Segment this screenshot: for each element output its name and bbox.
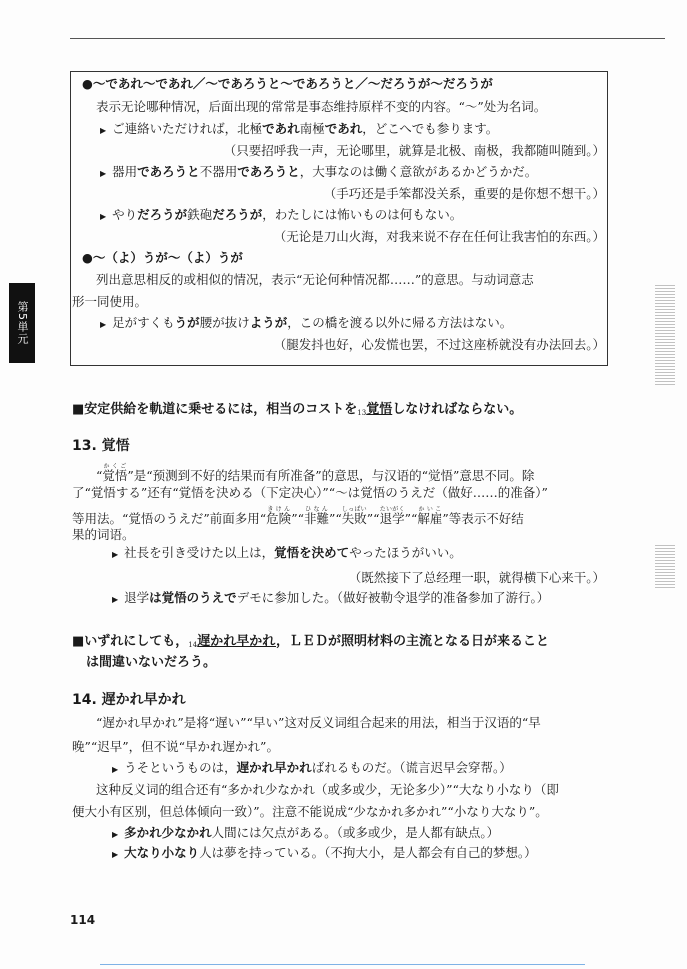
emphasis-text: 遅かれ早かれ	[236, 760, 312, 775]
example-sentence	[100, 206, 462, 226]
ruby-word	[266, 506, 292, 526]
text-segment: ，この橋を渡る以外に帰る方法はない。	[287, 315, 513, 330]
text-segment: うそというものは，	[124, 760, 237, 775]
text-segment: ”“	[404, 511, 418, 526]
example-sentence	[112, 844, 537, 864]
text-segment: 人間には欠点がある。（或多或少，是人都有缺点。）	[211, 825, 500, 840]
text-segment: ”“	[291, 511, 304, 526]
emphasis-text: ■安定供給を軌道に乗せるには，相当のコストを	[72, 402, 358, 417]
bullet-icon: ▶	[112, 765, 119, 774]
unit-tab: 第5単元	[9, 283, 35, 363]
text-segment: 器用	[112, 164, 138, 179]
paragraph	[72, 803, 548, 821]
paragraph	[72, 738, 279, 756]
text-segment: 足がすくも	[112, 315, 175, 330]
bullet-icon: ▶	[100, 320, 107, 329]
text-segment: （既然接下了总经理一职，就得横下心来干。）	[348, 570, 605, 585]
text-segment: デモに参加した。（做好被勒令退学的准备参加了游行。）	[236, 590, 550, 605]
ruby-base: 非難	[303, 511, 329, 526]
text-segment: 了“覚悟する”还有“覚悟を決める（下定决心）”“～は覚悟のうえだ（做好……的准备）”	[72, 485, 548, 500]
text-segment: 社長を引き受けた以上は，	[124, 545, 275, 560]
scan-artifact	[655, 285, 675, 385]
example-translation	[324, 185, 605, 203]
text-segment: やったほうがいい。	[349, 545, 462, 560]
text-segment: やり	[112, 207, 138, 222]
ruby-word	[379, 506, 405, 526]
grammar-description	[96, 98, 546, 116]
example-translation	[274, 228, 605, 246]
emphasis-text: であれ	[262, 121, 300, 136]
furigana: かいこ	[417, 506, 443, 513]
ruby-base: 退学	[379, 511, 405, 526]
example-sentence	[112, 759, 512, 779]
paragraph	[96, 714, 541, 732]
example-translation	[274, 336, 605, 354]
ruby-word	[102, 463, 128, 483]
text-segment: 人は夢を持っている。（不拘大小，是人都会有自己的梦想。）	[199, 845, 537, 860]
text-segment: “	[96, 468, 103, 483]
ruby-base: 危険	[266, 511, 292, 526]
example-translation	[349, 569, 605, 587]
text-segment: ”“	[328, 511, 342, 526]
text-segment: 列出意思相反的或相似的情况，表示“无论何种情况都……”的意思。与动词意志	[96, 272, 534, 287]
emphasis-text: であろうと	[237, 164, 300, 179]
text-segment: 表示无论哪种情况，后面出现的常常是事态维持原样不变的内容。“～”处为名词。	[96, 99, 547, 114]
example-sentence	[100, 314, 512, 334]
text-segment: “遅かれ早かれ”是将“遅い”“早い”这对反义词组合起来的用法，相当于汉语的“早	[96, 715, 541, 730]
key-sentence	[72, 401, 522, 422]
example-translation	[224, 142, 605, 160]
example-sentence	[112, 544, 462, 564]
text-segment: 果的词语。	[72, 527, 135, 542]
emphasis-text: しなければならない。	[392, 402, 523, 417]
bullet-icon: ▶	[112, 830, 119, 839]
ruby-word	[303, 506, 329, 526]
ruby-base: 失敗	[341, 511, 367, 526]
emphasis-text: 遅かれ早かれ	[197, 634, 276, 649]
furigana: しっぱい	[341, 506, 367, 513]
ruby-word	[341, 506, 367, 526]
text-segment: （手巧还是手笨都没关系，重要的是你想不想干。）	[323, 186, 605, 201]
emphasis-text: 覚悟	[366, 402, 393, 417]
text-segment: 南極	[299, 121, 325, 136]
paragraph	[96, 463, 534, 485]
emphasis-text: 多かれ少なかれ	[124, 825, 212, 840]
emphasis-text: だろうが	[137, 207, 188, 222]
text-segment: 退学	[124, 590, 150, 605]
emphasis-text: であれ	[324, 121, 363, 136]
bullet-icon: ▶	[100, 169, 107, 178]
text-segment: （只要招呼我一声，无论哪里，就算是北极、南极，我都随叫随到。）	[223, 143, 605, 158]
emphasis-text: は覚悟のうえで	[149, 590, 237, 605]
note-number: 14	[188, 641, 198, 649]
text-segment: ”是“预测到不好的结果而有所准备”的意思，与汉语的“觉悟”意思不同。除	[127, 468, 535, 483]
text-segment: ”“	[366, 511, 380, 526]
furigana: ひなん	[303, 506, 329, 513]
emphasis-text: ●～であれ～であれ／～であろうと～であろうと／～だろうが～だろうが	[82, 76, 493, 91]
scan-artifact	[655, 545, 675, 590]
header-rule	[70, 38, 665, 39]
furigana: かくご	[102, 463, 128, 470]
emphasis-text: 大なり小なり	[124, 845, 200, 860]
emphasis-text: 覚悟を決めて	[274, 545, 350, 560]
text-segment: ご連絡いただければ，北極	[112, 121, 263, 136]
text-segment: （腿发抖也好，心发慌也罢，不过这座桥就没有办法回去。）	[273, 337, 605, 352]
grammar-description	[72, 293, 147, 311]
emphasis-text: だろうが	[212, 207, 263, 222]
key-sentence	[72, 633, 549, 654]
example-sentence	[100, 163, 537, 183]
paragraph	[72, 506, 524, 528]
bullet-icon: ▶	[100, 126, 107, 135]
example-sentence	[112, 824, 499, 844]
emphasis-text: であろうと	[137, 164, 200, 179]
emphasis-text: ●～（よ）うが～（よ）うが	[82, 250, 243, 265]
bullet-icon: ▶	[112, 550, 119, 559]
ruby-word	[417, 506, 443, 526]
grammar-heading	[82, 249, 243, 267]
furigana: たいがく	[379, 506, 405, 513]
text-segment: 便大小有区别，但总体倾向一致）”。注意不能说成“少なかれ多かれ”“小なり大なり”。	[72, 804, 548, 819]
note-number: 13	[357, 409, 367, 417]
text-segment: 等用法。“覚悟のうえだ”前面多用“	[72, 511, 267, 526]
text-segment: ばれるものだ。（谎言迟早会穿帮。）	[311, 760, 512, 775]
text-segment: 形一同使用。	[72, 294, 148, 309]
bullet-icon: ▶	[112, 850, 119, 859]
ruby-base: 覚悟	[102, 468, 128, 483]
text-segment: 不器用	[199, 164, 238, 179]
bullet-icon: ▶	[100, 212, 107, 221]
section-heading-13: 13. 覚悟	[72, 438, 130, 454]
grammar-heading	[82, 75, 493, 93]
text-segment: 这种反义词的组合还有“多かれ少なかれ（或多或少，无论多少）”“大なり小なり（即	[96, 782, 559, 797]
furigana: きけん	[266, 506, 292, 513]
example-sentence	[112, 589, 549, 609]
text-segment: ，大事なのは働く意欲があるかどうかだ。	[299, 164, 538, 179]
key-sentence	[86, 654, 216, 672]
viewer-divider	[100, 964, 585, 965]
text-segment: 腰が抜け	[199, 315, 250, 330]
text-segment: 鉄砲	[187, 207, 213, 222]
paragraph	[72, 526, 135, 544]
page-number: 114	[70, 913, 96, 927]
emphasis-text: は間違いないだろう。	[86, 655, 217, 670]
paragraph	[96, 781, 559, 799]
text-segment: 晚”“迟早”，但不说“早かれ遅かれ”。	[72, 739, 279, 754]
text-segment: ，わたしには怖いものは何もない。	[262, 207, 463, 222]
example-sentence	[100, 120, 498, 140]
paragraph	[72, 484, 548, 502]
emphasis-text: うが	[174, 315, 200, 330]
section-heading-14: 14. 遅かれ早かれ	[72, 692, 186, 708]
emphasis-text: ■いずれにしても，	[72, 634, 189, 649]
ruby-base: 解雇	[417, 511, 443, 526]
emphasis-text: ，ＬＥＤが照明材料の主流となる日が来ること	[276, 634, 550, 649]
text-segment: ”等表示不好结	[442, 511, 524, 526]
bullet-icon: ▶	[112, 595, 119, 604]
emphasis-text: ようが	[249, 315, 288, 330]
grammar-description	[96, 271, 534, 289]
text-segment: （无论是刀山火海，对我来说不存在任何让我害怕的东西。）	[273, 229, 605, 244]
text-segment: ，どこへでも参ります。	[362, 121, 499, 136]
